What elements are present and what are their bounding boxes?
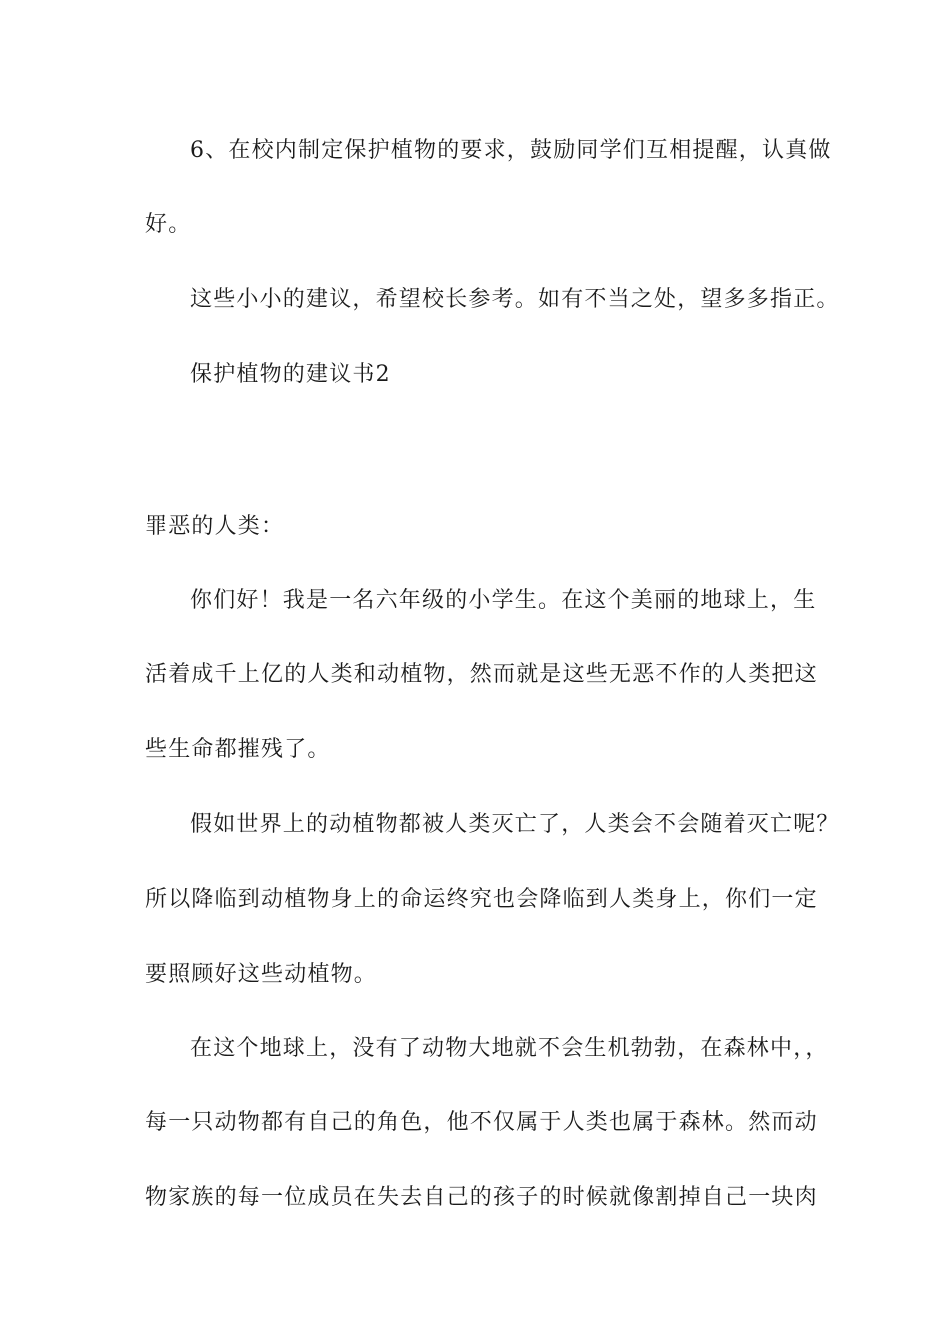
paragraph-line: 假如世界上的动植物都被人类灭亡了，人类会不会随着灭亡呢？ bbox=[190, 812, 840, 837]
paragraph-line: 所以降临到动植物身上的命运终究也会降临到人类身上，你们一定 bbox=[145, 887, 818, 912]
paragraph-line: 要照顾好这些动植物。 bbox=[145, 962, 378, 987]
paragraph-line: 些生命都摧残了。 bbox=[145, 737, 331, 762]
paragraph-line: 好。 bbox=[145, 212, 192, 237]
paragraph-line: 在这个地球上，没有了动物大地就不会生机勃勃，在森林中，， bbox=[190, 1036, 829, 1061]
salutation: 罪恶的人类： bbox=[145, 514, 285, 539]
paragraph-line: 物家族的每一位成员在失去自己的孩子的时候就像割掉自己一块肉 bbox=[145, 1185, 818, 1210]
paragraph-line: 你们好！我是一名六年级的小学生。在这个美丽的地球上，生 bbox=[190, 588, 817, 613]
paragraph-line: 每一只动物都有自己的角色，他不仅属于人类也属于森林。然而动 bbox=[145, 1110, 818, 1135]
paragraph-line: 活着成千上亿的人类和动植物，然而就是这些无恶不作的人类把这 bbox=[145, 662, 818, 687]
section-heading: 保护植物的建议书2 bbox=[190, 362, 391, 387]
paragraph-line: 这些小小的建议，希望校长参考。如有不当之处，望多多指正。 bbox=[190, 287, 840, 312]
paragraph-line: 6、在校内制定保护植物的要求，鼓励同学们互相提醒，认真做 bbox=[190, 138, 832, 163]
